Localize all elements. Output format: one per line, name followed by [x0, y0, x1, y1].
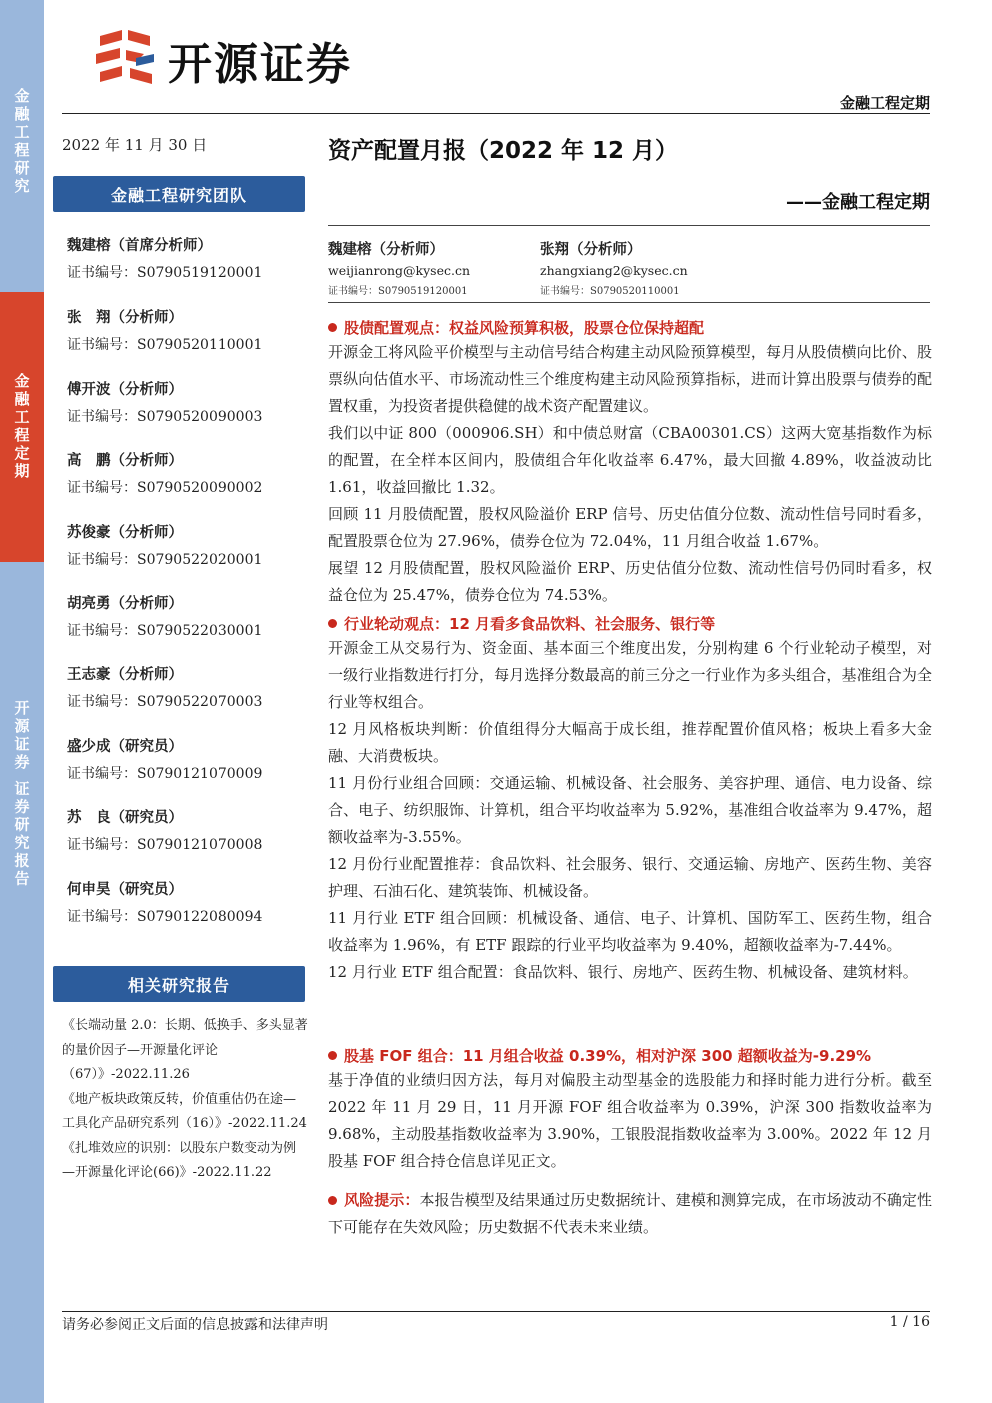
team-member: [67, 665, 262, 712]
author-cert: 证书编号：S0790520110001: [540, 286, 680, 297]
author-name: 张翔（分析师）: [540, 242, 642, 258]
author-email[interactable]: weijianrong@kysec.cn: [328, 263, 470, 278]
member-name: 何申昊（研究员）: [67, 882, 183, 898]
member-cert: 证书编号：S0790122080094: [67, 909, 263, 925]
page-number: 1 / 16: [889, 1314, 930, 1330]
bullet-icon: [328, 1051, 337, 1060]
related-list: [62, 1014, 308, 1186]
team-member: [67, 808, 262, 855]
risk-note: [328, 1187, 932, 1241]
side-label-middle: 金融工程定期: [0, 292, 44, 562]
team-member: [67, 594, 262, 641]
side-label-bottom: 开源证券 证券研究报告: [12, 700, 31, 889]
member-cert: 证书编号：S0790121070009: [67, 766, 263, 782]
team-member: [67, 308, 262, 355]
member-name: 苏 良（研究员）: [67, 810, 183, 826]
author-cert: 证书编号：S0790519120001: [328, 286, 468, 297]
member-name: 苏俊豪（分析师）: [67, 525, 183, 541]
member-cert: 证书编号：S0790121070008: [67, 837, 263, 853]
bullet-icon: [328, 1196, 337, 1205]
brand-logo: [92, 28, 352, 92]
author-email[interactable]: zhangxiang2@kysec.cn: [540, 263, 688, 278]
related-heading: 相关研究报告: [53, 966, 305, 1002]
author-divider: [328, 302, 930, 303]
bullet-icon: [328, 323, 337, 332]
member-cert: 证书编号：S0790522020001: [67, 552, 263, 568]
member-cert: 证书编号：S0790520090002: [67, 480, 263, 496]
member-name: 魏建榕（首席分析师）: [67, 238, 212, 254]
member-cert: 证书编号：S0790520110001: [67, 337, 263, 353]
member-cert: 证书编号：S0790519120001: [67, 265, 263, 281]
member-name: 王志豪（分析师）: [67, 667, 183, 683]
related-item[interactable]: 《扎堆效应的识别：以股东户数变动为例—开源量化评论(66)》-2022.11.22: [62, 1140, 297, 1180]
team-member: [67, 380, 262, 427]
section-body: [328, 339, 932, 609]
team-member: [67, 737, 262, 784]
member-cert: 证书编号：S0790522070003: [67, 694, 263, 710]
title-divider: [328, 225, 930, 226]
member-name: 盛少成（研究员）: [67, 739, 183, 755]
body-paragraph: 11 月行业 ETF 组合回顾：机械设备、通信、电子、计算机、国防军工、医药生物，组合收益率为 1.96%，有 ETF 跟踪的行业平均收益率为 9.40%，超额收益率为-7.44%。: [328, 909, 932, 954]
member-name: 张 翔（分析师）: [67, 310, 183, 326]
body-paragraph: 我们以中证 800（000906.SH）和中债总财富（CBA00301.CS）这两大宽基指数作为标的配置，在全样本区间内，股债组合年化收益率 6.47%，最大回撤 4.89%，收益波动比 1.61，收益回撤比 1.32。: [328, 424, 932, 496]
team-member: [67, 236, 262, 283]
body-paragraph: 12 月风格板块判断：价值组得分大幅高于成长组，推荐配置价值风格；板块上看多大金融、大消费板块。: [328, 720, 932, 765]
section-heading: 股债配置观点：权益风险预算积极，股票仓位保持超配: [328, 317, 704, 338]
side-bar: [0, 0, 44, 1403]
section-heading: 行业轮动观点：12 月看多食品饮料、社会服务、银行等: [328, 613, 715, 634]
author-block: [328, 238, 470, 297]
member-name: 傅开波（分析师）: [67, 382, 183, 398]
bullet-icon: [328, 619, 337, 628]
body-paragraph: 11 月份行业组合回顾：交通运输、机械设备、社会服务、美容护理、通信、电力设备、综合、电子、纺织服饰、计算机，组合平均收益率为 5.92%，基准组合收益率为 9.47%，超额收益率为-3.55%。: [328, 774, 932, 846]
member-name: 高 鹏（分析师）: [67, 453, 183, 469]
side-label-top: 金融工程研究: [12, 88, 31, 196]
team-member: [67, 880, 262, 927]
body-paragraph: 开源金工将风险平价模型与主动信号结合构建主动风险预算模型，每月从股债横向比价、股票纵向估值水平、市场流动性三个维度构建主动风险预算指标，进而计算出股票与债券的配置权重，为投资者提供稳健的战术资产配置建议。: [328, 343, 932, 415]
related-item[interactable]: 《长端动量 2.0：长期、低换手、多头显著的量价因子—开源量化评论（67）》-2022.11.26: [62, 1018, 308, 1082]
section-body: [328, 1067, 932, 1175]
member-name: 胡亮勇（分析师）: [67, 596, 183, 612]
team-member: [67, 523, 262, 570]
risk-label: 风险提示：: [344, 1191, 420, 1209]
body-paragraph: 12 月份行业配置推荐：食品饮料、社会服务、银行、交通运输、房地产、医药生物、美容护理、石油石化、建筑装饰、机械设备。: [328, 855, 932, 900]
author-name: 魏建榕（分析师）: [328, 242, 444, 258]
team-member: [67, 451, 262, 498]
brand-name: 开源证券: [168, 39, 352, 90]
section-heading: 股基 FOF 组合：11 月组合收益 0.39%，相对沪深 300 超额收益为-9.29%: [328, 1045, 871, 1066]
author-block: [540, 238, 688, 297]
header-divider: [62, 113, 930, 114]
header-doc-type: 金融工程定期: [839, 94, 930, 112]
logo-mark-icon: [92, 28, 158, 92]
report-subtitle: ——金融工程定期: [786, 192, 930, 213]
related-item[interactable]: 《地产板块政策反转，价值重估仍在途—工具化产品研究系列（16）》-2022.11.24: [62, 1091, 307, 1131]
body-paragraph: 回顾 11 月股债配置，股权风险溢价 ERP 信号、历史估值分位数、流动性信号同时看多，配置股票仓位为 27.96%，债券仓位为 72.04%，11 月组合收益 1.67%。: [328, 505, 932, 550]
report-date: 2022 年 11 月 30 日: [62, 136, 208, 154]
body-paragraph: 12 月行业 ETF 组合配置：食品饮料、银行、房地产、医药生物、机械设备、建筑材料。: [328, 963, 918, 981]
footer-disclaimer: 请务必参阅正文后面的信息披露和法律声明: [62, 1317, 328, 1333]
risk-text: 本报告模型及结果通过历史数据统计、建模和测算完成，在市场波动不确定性下可能存在失效风险；历史数据不代表未来业绩。: [328, 1191, 932, 1236]
body-paragraph: 开源金工从交易行为、资金面、基本面三个维度出发，分别构建 6 个行业轮动子模型，对一级行业指数进行打分，每月选择分数最高的前三分之一行业作为多头组合，基准组合为全行业等权组合。: [328, 639, 932, 711]
body-paragraph: 基于净值的业绩归因方法，每月对偏股主动型基金的选股能力和择时能力进行分析。截至 2022 年 11 月 29 日，11 月开源 FOF 组合收益率为 0.39%，沪深 300 指数收益率为 9.68%，主动股基指数收益率为 3.90%，工银股混指数收益率为 3.00%。2022 年 12 月股基 FOF 组合持仓信息详见正文。: [328, 1071, 932, 1170]
team-heading: 金融工程研究团队: [53, 176, 305, 212]
member-cert: 证书编号：S0790520090003: [67, 409, 263, 425]
body-paragraph: 展望 12 月股债配置，股权风险溢价 ERP、历史估值分位数、流动性信号仍同时看多，权益仓位为 25.47%，债券仓位为 74.53%。: [328, 559, 932, 604]
section-body: [328, 635, 932, 986]
report-title: 资产配置月报（2022 年 12 月）: [328, 138, 679, 164]
footer-divider: [62, 1311, 930, 1312]
member-cert: 证书编号：S0790522030001: [67, 623, 263, 639]
